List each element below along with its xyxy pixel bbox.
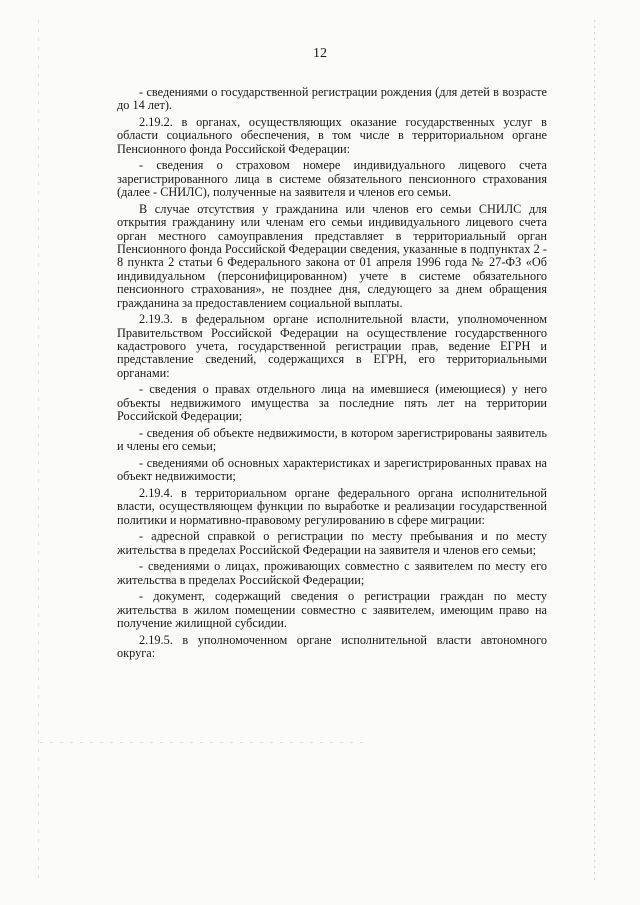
scan-edge-bottom [40,742,370,743]
paragraph-snils-info: - сведения о страховом номере индивидуального лицевого счета зарегистрированного лица в системе обязательного пенсионного страхования (далее - СНИЛС), полученные на заявителя и членов его семьи. [117,158,547,200]
paragraph-clause-2-19-4: 2.19.4. в территориальном органе федерального органа исполнительной власти, осуществляющем функции по выработке и реализации государственной политики и нормативно-правовому регулированию в сфере миграции: [117,485,547,527]
paragraph-clause-2-19-2: 2.19.2. в органах, осуществляющих оказание государственных услуг в области социального обеспечения, в том числе в территориальном органе Пенсионного фонда Российской Федерации: [117,115,547,156]
paragraph-snils-absence: В случае отсутствия у гражданина или членов его семьи СНИЛС для открытия гражданину или членам его семьи индивидуального лицевого счета орган местного самоуправления представляет в территориальный орган Пенсионного фонда Российской Федерации сведения, указанные в подпунктах 2 - 8 пункта 2 статьи 6 Федерального закона от 01 апреля 1996 года № 27-ФЗ «Об индивидуальном (персонифицированном) учете в системе обязательного пенсионного страхования», не позднее дня, следующего за днем обращения гражданина за предоставлением социальной выплаты. [117,201,547,310]
scan-edge-left [38,20,39,880]
paragraph-clause-2-19-3: 2.19.3. в федеральном органе исполнительной власти, уполномоченном Правительством Российской Федерации на осуществление государственного кадастрового учета, государственной регистрации прав, ведение ЕГРН и представление сведений, содержащихся в ЕГРН, его территориальными органами: [117,312,547,380]
paragraph-property-object: - сведения об объекте недвижимости, в котором зарегистрированы заявитель и члены его семьи; [117,425,547,454]
paragraph-birth-registration: - сведениями о государственной регистрации рождения (для детей в возрасте до 14 лет). [117,85,547,113]
scan-edge-right [594,20,595,880]
paragraph-property-rights: - сведения о правах отдельного лица на имевшиеся (имеющиеся) у него объекты недвижимого имущества за последние пять лет на территории Российской Федерации; [117,382,547,424]
paragraph-property-characteristics: - сведениями об основных характеристиках и зарегистрированных правах на объект недвижимости; [117,455,547,484]
paragraph-clause-2-19-5: 2.19.5. в уполномоченном органе исполнительной власти автономного округа: [117,632,547,661]
document-body [117,86,547,664]
paragraph-address-certificate: - адресной справкой о регистрации по месту пребывания и по месту жительства в пределах Российской Федерации на заявителя и членов его семьи; [117,529,547,557]
page-number: 12 [313,46,327,61]
paragraph-registration-document: - документ, содержащий сведения о регистрации граждан по месту жительства в жилом помещении совместно с заявителем, имеющим право на получение жилищной субсидии. [117,589,547,631]
paragraph-cohabitants: - сведениями о лицах, проживающих совместно с заявителем по месту его жительства в пределах Российской Федерации; [117,559,547,587]
